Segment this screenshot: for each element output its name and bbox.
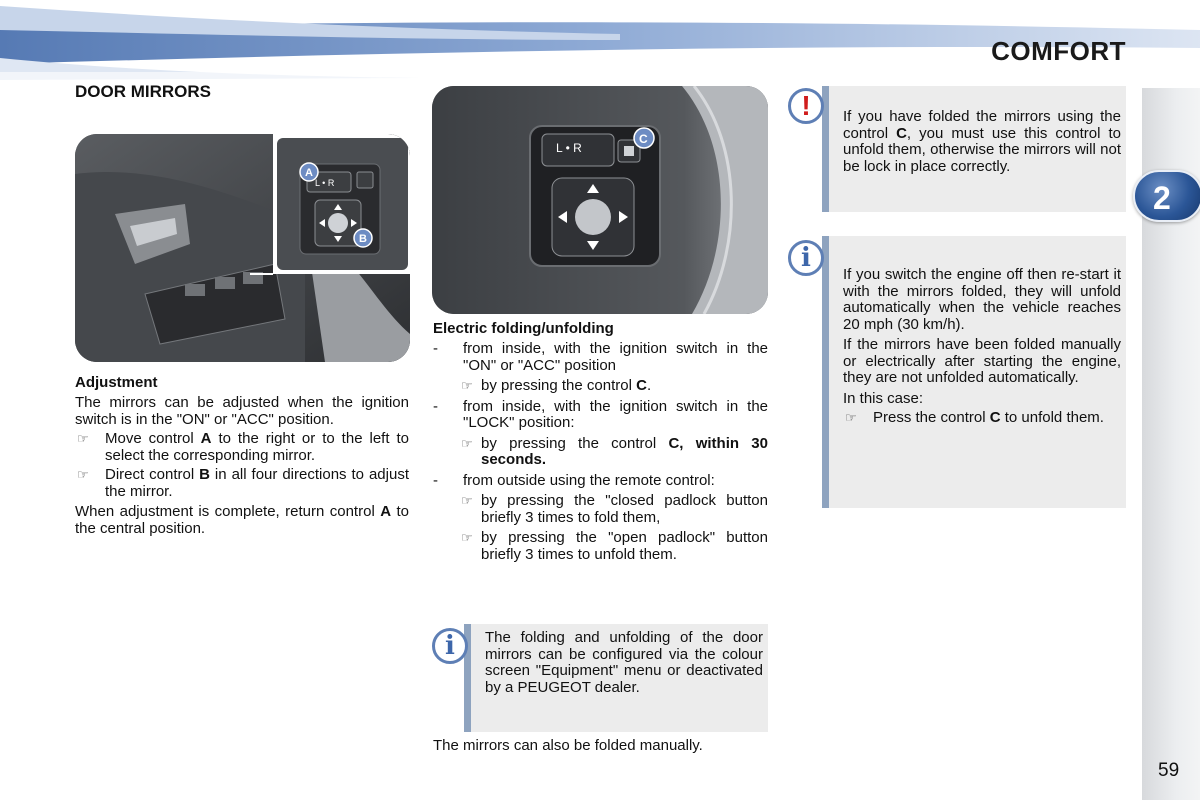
door-panel-photo bbox=[75, 134, 410, 362]
pointing-hand-icon: ☞ bbox=[77, 467, 89, 482]
folding-info-note bbox=[464, 624, 768, 732]
auto-unfold-content bbox=[843, 267, 1121, 427]
exclamation-icon: ! bbox=[788, 88, 824, 124]
label-c: C bbox=[639, 132, 648, 146]
step1-text-end: to the right or to the left to select the corresponding mirror. bbox=[105, 430, 409, 464]
folding-item-1 bbox=[433, 341, 768, 374]
folding-info-text: The folding and unfolding of the door mirrors can be configured via the colour screen "Equipment" menu or deactivated by a PEUGEOT dealer. bbox=[485, 629, 763, 696]
door-panel-illustration bbox=[75, 134, 410, 362]
page-number: 59 bbox=[1158, 760, 1180, 781]
pointing-hand-icon: ☞ bbox=[461, 530, 473, 545]
outro-text: When adjustment is complete, return control bbox=[75, 503, 381, 520]
step2-key: B bbox=[199, 466, 210, 483]
info-icon: i bbox=[788, 240, 824, 276]
folding-item-1-sub bbox=[433, 378, 768, 395]
manual-fold-note: The mirrors can also be folded manually. bbox=[433, 737, 703, 754]
chapter-badge bbox=[1133, 170, 1200, 222]
item1-text: from inside, with the ignition switch in the "ON" or "ACC" position bbox=[463, 340, 768, 374]
item1-sub-text: by pressing the control bbox=[481, 377, 637, 394]
pointing-hand-icon: ☞ bbox=[77, 431, 89, 446]
dash-marker: - bbox=[433, 471, 438, 489]
folding-item-3 bbox=[433, 473, 768, 490]
pointing-hand-icon: ☞ bbox=[461, 435, 473, 451]
step1-text: Move control bbox=[105, 430, 201, 447]
folding-item-2-sub bbox=[433, 436, 768, 469]
adjustment-outro bbox=[75, 504, 409, 537]
switch-lr-label: L • R bbox=[556, 141, 582, 155]
item1-sub-key: C bbox=[636, 377, 647, 394]
pointing-hand-icon: ☞ bbox=[461, 378, 473, 393]
inset-switch-label: L • R bbox=[315, 178, 335, 188]
mirror-switch-photo bbox=[432, 86, 768, 314]
adjustment-title: Adjustment bbox=[75, 374, 158, 391]
adjustment-section bbox=[75, 374, 409, 537]
warning-key: C bbox=[896, 124, 907, 142]
auto-step-key: C bbox=[989, 409, 1001, 426]
folding-item-3-sub-2 bbox=[433, 530, 768, 563]
auto-step-text: Press the control bbox=[873, 409, 990, 426]
adjustment-step-1 bbox=[75, 431, 409, 464]
auto-unfold-para-3: In this case: bbox=[843, 389, 924, 407]
item2-sub-text: by pressing the control bbox=[481, 434, 669, 452]
page-header bbox=[0, 0, 1200, 80]
item1-sub-end: . bbox=[646, 377, 652, 394]
item3-sub1-text: by pressing the "closed padlock button briefly 3 times to fold them, bbox=[481, 492, 768, 526]
item3-sub2-text: by pressing the "open padlock" button briefly 3 times to unfold them. bbox=[481, 529, 768, 563]
pointing-hand-icon: ☞ bbox=[461, 493, 473, 508]
step1-key: A bbox=[200, 430, 212, 447]
auto-step-end: to unfold them. bbox=[1000, 409, 1104, 426]
auto-unfold-step bbox=[843, 410, 1121, 427]
dash-marker: - bbox=[433, 340, 438, 357]
item2-sub-bold: , within 30 seconds. bbox=[481, 434, 768, 468]
dash-marker: - bbox=[433, 397, 438, 415]
label-a: A bbox=[305, 167, 313, 179]
adjustment-intro: The mirrors can be adjusted when the ignition switch is in the "ON" or "ACC" position. bbox=[75, 394, 409, 428]
outro-text-end: to the central position. bbox=[75, 503, 409, 537]
mirror-switch-illustration bbox=[432, 86, 768, 314]
chapter-number: 2 bbox=[1153, 180, 1171, 216]
warning-text-end: , you must use this control to unfold them, otherwise the mirrors will not be lock in place correctly. bbox=[843, 124, 1121, 175]
step2-text: Direct control bbox=[105, 466, 200, 483]
item2-sub-key: C bbox=[668, 434, 680, 452]
folding-item-2 bbox=[433, 399, 768, 432]
auto-unfold-note bbox=[822, 236, 1126, 508]
section-title: COMFORT bbox=[991, 36, 1126, 66]
page-heading: DOOR MIRRORS bbox=[75, 82, 211, 101]
warning-text bbox=[843, 109, 1121, 175]
warning-note bbox=[822, 86, 1126, 212]
auto-unfold-para-2: If the mirrors have been folded manually or electrically after starting the engine, they are not unfolded automatically. bbox=[843, 336, 1121, 386]
info-icon: i bbox=[432, 628, 468, 664]
pointing-hand-icon: ☞ bbox=[845, 410, 857, 425]
label-b: B bbox=[359, 233, 367, 245]
auto-unfold-para-1: If you switch the engine off then re-start it with the mirrors folded, they will unfold automatically when the vehicle reaches 20 mph (30 km/h). bbox=[843, 266, 1121, 333]
adjustment-step-2 bbox=[75, 467, 409, 500]
item3-text: from outside using the remote control: bbox=[463, 471, 715, 489]
warning-text-start: If you have folded the mirrors using the control bbox=[843, 108, 1121, 142]
item2-text: from inside, with the ignition switch in the "LOCK" position: bbox=[463, 397, 768, 431]
folding-item-3-sub-1 bbox=[433, 493, 768, 526]
folding-section bbox=[433, 320, 768, 563]
outro-key: A bbox=[380, 503, 392, 520]
folding-title: Electric folding/unfolding bbox=[433, 320, 614, 337]
step2-text-end: in all four directions to adjust the mirror. bbox=[105, 466, 409, 500]
